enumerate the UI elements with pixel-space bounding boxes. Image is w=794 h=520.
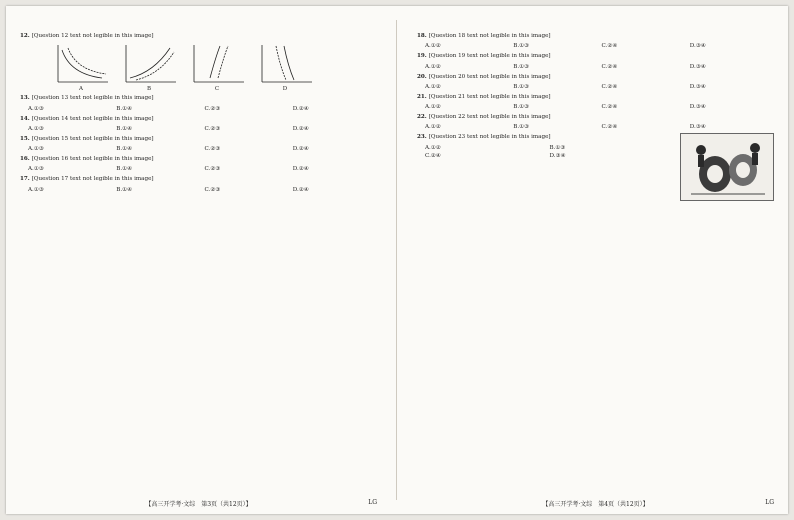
page-3 [6, 6, 391, 514]
question-13: 13. [Question 13 text not legible in this image] [20, 95, 154, 102]
question-16: 16. [Question 16 text not legible in this image] [20, 156, 154, 163]
options-17: A.①③ B.①④ C.②③ D.②④ [28, 186, 309, 193]
question-18: 18. [Question 18 text not legible in this image] [417, 33, 551, 39]
question-14: 14. [Question 14 text not legible in this image] [20, 115, 154, 122]
options-13: A.①③ B.①④ C.②③ D.②④ [28, 105, 309, 112]
question-22: 22. [Question 22 text not legible in this image] [417, 114, 551, 121]
options-14: A.①③ B.①④ C.②③ D.②④ [28, 125, 309, 132]
options-18: A.①② B.①③ C.②④ D.③④ [425, 43, 706, 50]
page-footer [403, 499, 788, 508]
options-15: A.①③ B.①④ C.②③ D.②④ [28, 146, 309, 153]
chart-caption: B [146, 86, 152, 93]
chart-panel-d [254, 42, 316, 92]
footer-title: 【高三开学考·文综 第3页（共12页）】 [145, 501, 252, 508]
chart-caption: D [282, 86, 288, 93]
options-22: A.①② B.①③ C.②④ D.③④ [425, 124, 706, 131]
cartoon-illustration [680, 133, 774, 201]
footer-tag: LG [765, 499, 774, 506]
question-20: 20. [Question 20 text not legible in this image] [417, 73, 551, 80]
page-divider [396, 20, 397, 500]
page-footer [6, 499, 391, 508]
options-19: A.①② B.①③ C.②④ D.③④ [425, 63, 706, 70]
page-4 [403, 6, 788, 514]
chart-caption: A [79, 86, 83, 93]
options-20: A.①② B.①③ C.②④ D.③④ [425, 83, 706, 90]
chart-panel-c [186, 42, 248, 92]
question-12: 12. [Question 12 text not legible in this image] [20, 33, 154, 39]
question-17: 17. [Question 17 text not legible in this image] [20, 176, 154, 183]
options-16: A.①③ B.①④ C.②③ D.②④ [28, 166, 309, 173]
footer-title: 【高三开学考·文综 第4页（共12页）】 [542, 501, 649, 508]
chart-panel-a [50, 42, 112, 92]
question-23: 23. [Question 23 text not legible in this image] [417, 134, 551, 141]
options-21: A.①② B.①③ C.②④ D.③④ [425, 104, 706, 111]
chart-caption: C [214, 86, 220, 93]
exam-sheet [6, 6, 788, 514]
supply-demand-charts [50, 42, 381, 92]
footer-tag: LG [368, 499, 377, 506]
question-19: 19. [Question 19 text not legible in this image] [417, 53, 551, 60]
question-15: 15. [Question 15 text not legible in this image] [20, 135, 154, 142]
question-21: 21. [Question 21 text not legible in this image] [417, 93, 551, 100]
options-23: A.①② B.①③ C.②④ D.③④ [425, 144, 566, 159]
chart-panel-b [118, 42, 180, 92]
